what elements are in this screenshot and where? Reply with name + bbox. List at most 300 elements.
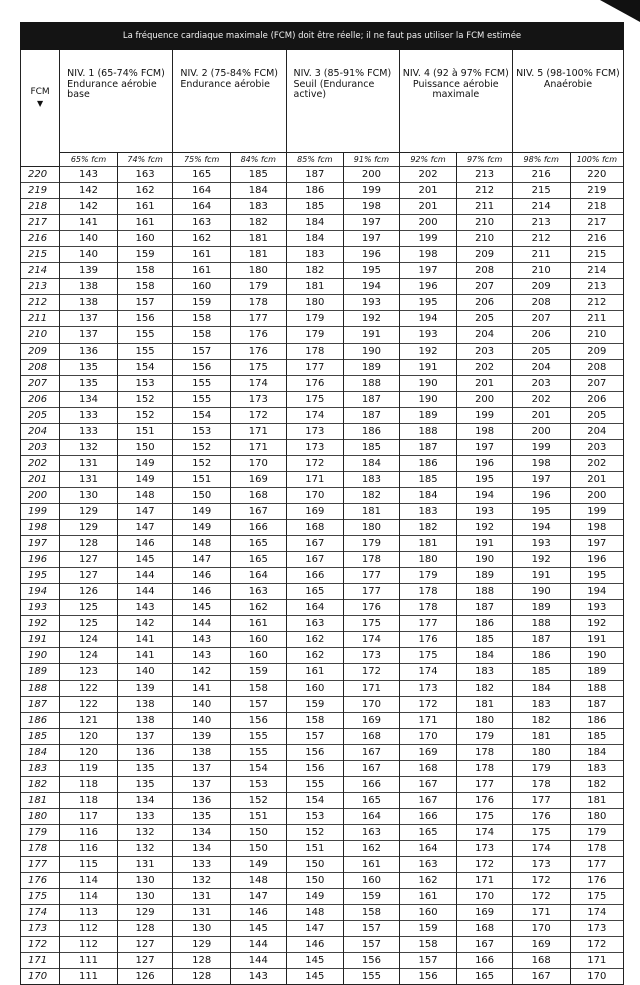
zone-1-high-bpm-cell: 147 bbox=[117, 520, 173, 536]
zone-3-high-bpm-cell: 197 bbox=[344, 215, 400, 231]
zone-1-low-bpm-cell: 138 bbox=[60, 295, 118, 311]
zone-3-low-bpm-cell: 171 bbox=[286, 471, 344, 487]
zone-5-high-bpm-cell: 214 bbox=[570, 263, 623, 279]
zone-3-high-bpm-cell: 182 bbox=[344, 487, 400, 503]
zone-5-low-bpm-cell: 186 bbox=[512, 648, 570, 664]
zone-4-low-bpm-cell: 168 bbox=[399, 760, 457, 776]
zone-3-high-bpm-cell: 156 bbox=[344, 953, 400, 969]
zone-5-high-bpm-cell: 170 bbox=[570, 969, 623, 985]
zone-3-low-bpm-cell: 160 bbox=[286, 680, 344, 696]
zone-2-low-bpm-cell: 146 bbox=[173, 584, 231, 600]
zone-2-low-bpm-cell: 131 bbox=[173, 905, 231, 921]
zone-1-low-bpm-cell: 140 bbox=[60, 247, 118, 263]
zone-5-low-bpm-cell: 188 bbox=[512, 616, 570, 632]
zone-4-low-bpm-cell: 192 bbox=[399, 343, 457, 359]
zone-5-low-bpm-cell: 172 bbox=[512, 889, 570, 905]
zone-3-high-bpm-cell: 179 bbox=[344, 536, 400, 552]
fcm-value-cell: 212 bbox=[21, 295, 60, 311]
table-row bbox=[21, 391, 624, 407]
zone-1-low-bpm-cell: 128 bbox=[60, 536, 118, 552]
zone-3-high-bpm-cell: 200 bbox=[344, 167, 400, 183]
zone-5-low-bpm-cell: 205 bbox=[512, 343, 570, 359]
zone-2-low-bpm-cell: 140 bbox=[173, 696, 231, 712]
fcm-value-cell: 179 bbox=[21, 824, 60, 840]
zone-4-high-bpm-cell: 191 bbox=[457, 536, 513, 552]
zone-2-high-bpm-cell: 156 bbox=[231, 712, 287, 728]
zone-3-low-bpm-cell: 166 bbox=[286, 568, 344, 584]
zone-4-high-bpm-cell: 190 bbox=[457, 552, 513, 568]
zone-3-high-bpm-cell: 178 bbox=[344, 552, 400, 568]
table-row bbox=[21, 279, 624, 295]
zone-5-low-bpm-cell: 180 bbox=[512, 744, 570, 760]
table-row bbox=[21, 632, 624, 648]
fcm-value-cell: 182 bbox=[21, 776, 60, 792]
zone-5-high-bpm-cell: 193 bbox=[570, 600, 623, 616]
zone-5-high-bpm-cell: 187 bbox=[570, 696, 623, 712]
zone-3-low-bpm-cell: 150 bbox=[286, 873, 344, 889]
zone-5-low-bpm-cell: 189 bbox=[512, 600, 570, 616]
zone-2-low-bpm-cell: 158 bbox=[173, 327, 231, 343]
zone-1-low-bpm-cell: 111 bbox=[60, 953, 118, 969]
zone-4-low-bpm-cell: 198 bbox=[399, 247, 457, 263]
zone-2-high-bpm-cell: 174 bbox=[231, 375, 287, 391]
zone-5-high-bpm-cell: 183 bbox=[570, 760, 623, 776]
zone-5-low-bpm-cell: 215 bbox=[512, 183, 570, 199]
zone-2-low-bpm-cell: 128 bbox=[173, 953, 231, 969]
zone-3-high-bpm-cell: 186 bbox=[344, 423, 400, 439]
zone-4-high-bpm-cell: 206 bbox=[457, 295, 513, 311]
zone-3-low-bpm-cell: 184 bbox=[286, 231, 344, 247]
zone-2-low-bpm-cell: 150 bbox=[173, 487, 231, 503]
zone-1-low-bpm-cell: 139 bbox=[60, 263, 118, 279]
zone-2-high-bpm-cell: 181 bbox=[231, 247, 287, 263]
zone-3-low-bpm-cell: 157 bbox=[286, 728, 344, 744]
zone-2-high-bpm-cell: 161 bbox=[231, 616, 287, 632]
table-row bbox=[21, 857, 624, 873]
fcm-value-cell: 213 bbox=[21, 279, 60, 295]
zone-5-low-bpm-cell: 183 bbox=[512, 696, 570, 712]
zone-2-low-bpm-cell: 151 bbox=[173, 471, 231, 487]
zone-1-high-bpm-cell: 136 bbox=[117, 744, 173, 760]
zone-4-low-bpm-cell: 156 bbox=[399, 969, 457, 985]
zone-3-high-bpm-cell: 169 bbox=[344, 712, 400, 728]
zone-3-high-bpm-cell: 196 bbox=[344, 247, 400, 263]
zone-2-low-bpm-cell: 149 bbox=[173, 520, 231, 536]
zone-1-high-bpm-cell: 135 bbox=[117, 776, 173, 792]
fcm-value-cell: 207 bbox=[21, 375, 60, 391]
zone-5-high-bpm-cell: 182 bbox=[570, 776, 623, 792]
fcm-header-label: FCM bbox=[30, 87, 50, 97]
zone-2-high-pct: 84% fcm bbox=[231, 152, 287, 167]
zone-1-high-bpm-cell: 148 bbox=[117, 487, 173, 503]
zone-3-high-bpm-cell: 190 bbox=[344, 343, 400, 359]
percent-header-row bbox=[21, 152, 624, 167]
table-row bbox=[21, 824, 624, 840]
zone-4-high-bpm-cell: 193 bbox=[457, 503, 513, 519]
zone-3-high-bpm-cell: 163 bbox=[344, 824, 400, 840]
zone-5-low-bpm-cell: 187 bbox=[512, 632, 570, 648]
zone-2-low-bpm-cell: 164 bbox=[173, 183, 231, 199]
zone-2-high-bpm-cell: 144 bbox=[231, 953, 287, 969]
zone-3-low-bpm-cell: 176 bbox=[286, 375, 344, 391]
zone-4-high-bpm-cell: 192 bbox=[457, 520, 513, 536]
zone-1-high-bpm-cell: 130 bbox=[117, 873, 173, 889]
zone-2-high-bpm-cell: 181 bbox=[231, 231, 287, 247]
table-row bbox=[21, 664, 624, 680]
zone-5-high-bpm-cell: 202 bbox=[570, 455, 623, 471]
zone-4-high-bpm-cell: 172 bbox=[457, 857, 513, 873]
zone-2-low-bpm-cell: 152 bbox=[173, 439, 231, 455]
zone-5-high-bpm-cell: 209 bbox=[570, 343, 623, 359]
zone-4-high-bpm-cell: 184 bbox=[457, 648, 513, 664]
zone-3-header bbox=[286, 50, 399, 152]
zone-5-low-bpm-cell: 208 bbox=[512, 295, 570, 311]
zone-2-high-bpm-cell: 168 bbox=[231, 487, 287, 503]
zone-5-high-bpm-cell: 208 bbox=[570, 359, 623, 375]
fcm-value-cell: 209 bbox=[21, 343, 60, 359]
zone-1-low-bpm-cell: 129 bbox=[60, 503, 118, 519]
zone-4-low-bpm-cell: 175 bbox=[399, 648, 457, 664]
zone-2-high-bpm-cell: 162 bbox=[231, 600, 287, 616]
fcm-value-cell: 201 bbox=[21, 471, 60, 487]
zone-2-low-bpm-cell: 134 bbox=[173, 824, 231, 840]
zone-1-high-bpm-cell: 151 bbox=[117, 423, 173, 439]
fcm-value-cell: 175 bbox=[21, 889, 60, 905]
zone-5-low-bpm-cell: 203 bbox=[512, 375, 570, 391]
fcm-value-cell: 183 bbox=[21, 760, 60, 776]
zone-3-low-bpm-cell: 185 bbox=[286, 199, 344, 215]
zone-3-high-bpm-cell: 157 bbox=[344, 937, 400, 953]
zone-4-low-bpm-cell: 195 bbox=[399, 295, 457, 311]
zone-5-high-bpm-cell: 180 bbox=[570, 808, 623, 824]
zone-4-high-bpm-cell: 183 bbox=[457, 664, 513, 680]
zone-2-low-bpm-cell: 157 bbox=[173, 343, 231, 359]
zone-1-low-bpm-cell: 124 bbox=[60, 632, 118, 648]
zone-5-high-bpm-cell: 195 bbox=[570, 568, 623, 584]
zone-2-high-bpm-cell: 165 bbox=[231, 552, 287, 568]
table-row bbox=[21, 423, 624, 439]
zone-2-high-bpm-cell: 176 bbox=[231, 327, 287, 343]
zone-3-high-bpm-cell: 177 bbox=[344, 568, 400, 584]
zone-5-header bbox=[512, 50, 623, 152]
zone-1-low-bpm-cell: 127 bbox=[60, 568, 118, 584]
zone-5-high-bpm-cell: 207 bbox=[570, 375, 623, 391]
zone-1-high-bpm-cell: 132 bbox=[117, 840, 173, 856]
fcm-value-cell: 196 bbox=[21, 552, 60, 568]
table-row bbox=[21, 167, 624, 183]
zone-5-low-bpm-cell: 206 bbox=[512, 327, 570, 343]
zone-3-high-bpm-cell: 157 bbox=[344, 921, 400, 937]
zone-3-low-bpm-cell: 175 bbox=[286, 391, 344, 407]
zone-1-high-bpm-cell: 160 bbox=[117, 231, 173, 247]
zone-5-high-bpm-cell: 176 bbox=[570, 873, 623, 889]
zone-1-low-bpm-cell: 131 bbox=[60, 471, 118, 487]
zone-3-low-bpm-cell: 156 bbox=[286, 744, 344, 760]
zone-2-low-bpm-cell: 128 bbox=[173, 969, 231, 985]
zone-4-low-bpm-cell: 182 bbox=[399, 520, 457, 536]
table-row bbox=[21, 600, 624, 616]
zone-2-high-bpm-cell: 171 bbox=[231, 439, 287, 455]
zone-4-high-bpm-cell: 202 bbox=[457, 359, 513, 375]
zone-1-high-bpm-cell: 156 bbox=[117, 311, 173, 327]
fcm-value-cell: 177 bbox=[21, 857, 60, 873]
zone-3-high-bpm-cell: 194 bbox=[344, 279, 400, 295]
zone-3-high-bpm-cell: 167 bbox=[344, 760, 400, 776]
table-row bbox=[21, 199, 624, 215]
zone-5-low-bpm-cell: 169 bbox=[512, 937, 570, 953]
zone-3-high-bpm-cell: 173 bbox=[344, 648, 400, 664]
fcm-value-cell: 187 bbox=[21, 696, 60, 712]
table-row bbox=[21, 375, 624, 391]
zone-5-high-bpm-cell: 203 bbox=[570, 439, 623, 455]
zone-4-high-bpm-cell: 167 bbox=[457, 937, 513, 953]
zone-1-high-bpm-cell: 138 bbox=[117, 696, 173, 712]
zone-3-low-bpm-cell: 154 bbox=[286, 792, 344, 808]
fcm-value-cell: 195 bbox=[21, 568, 60, 584]
fcm-value-cell: 204 bbox=[21, 423, 60, 439]
zone-3-low-bpm-cell: 183 bbox=[286, 247, 344, 263]
zone-1-high-bpm-cell: 147 bbox=[117, 503, 173, 519]
zone-4-high-bpm-cell: 209 bbox=[457, 247, 513, 263]
zone-5-high-bpm-cell: 199 bbox=[570, 503, 623, 519]
fcm-value-cell: 215 bbox=[21, 247, 60, 263]
zone-3-high-bpm-cell: 166 bbox=[344, 776, 400, 792]
zone-5-high-bpm-cell: 213 bbox=[570, 279, 623, 295]
zone-4-low-bpm-cell: 181 bbox=[399, 536, 457, 552]
zone-5-low-bpm-cell: 175 bbox=[512, 824, 570, 840]
zone-1-high-bpm-cell: 128 bbox=[117, 921, 173, 937]
fcm-value-cell: 194 bbox=[21, 584, 60, 600]
fcm-value-cell: 197 bbox=[21, 536, 60, 552]
table-row bbox=[21, 760, 624, 776]
zone-2-high-bpm-cell: 180 bbox=[231, 263, 287, 279]
zone-2-high-bpm-cell: 148 bbox=[231, 873, 287, 889]
zone-2-low-bpm-cell: 142 bbox=[173, 664, 231, 680]
zone-4-low-bpm-cell: 202 bbox=[399, 167, 457, 183]
table-row bbox=[21, 439, 624, 455]
zone-3-low-bpm-cell: 174 bbox=[286, 407, 344, 423]
zone-1-high-bpm-cell: 142 bbox=[117, 616, 173, 632]
zone-2-high-bpm-cell: 170 bbox=[231, 455, 287, 471]
zone-4-high-bpm-cell: 182 bbox=[457, 680, 513, 696]
zone-1-low-bpm-cell: 116 bbox=[60, 840, 118, 856]
zone-1-high-bpm-cell: 155 bbox=[117, 343, 173, 359]
zone-4-high-bpm-cell: 170 bbox=[457, 889, 513, 905]
zone-1-low-bpm-cell: 119 bbox=[60, 760, 118, 776]
zone-1-high-bpm-cell: 152 bbox=[117, 407, 173, 423]
fcm-value-cell: 178 bbox=[21, 840, 60, 856]
zone-5-low-bpm-cell: 177 bbox=[512, 792, 570, 808]
zone-5-low-bpm-cell: 182 bbox=[512, 712, 570, 728]
zone-1-high-bpm-cell: 127 bbox=[117, 953, 173, 969]
fcm-value-cell: 176 bbox=[21, 873, 60, 889]
zone-5-low-bpm-cell: 194 bbox=[512, 520, 570, 536]
zone-2-high-bpm-cell: 171 bbox=[231, 423, 287, 439]
zone-1-low-bpm-cell: 127 bbox=[60, 552, 118, 568]
zone-4-low-bpm-cell: 196 bbox=[399, 279, 457, 295]
zone-1-low-bpm-cell: 114 bbox=[60, 873, 118, 889]
zone-2-low-bpm-cell: 165 bbox=[173, 167, 231, 183]
zone-1-low-bpm-cell: 140 bbox=[60, 231, 118, 247]
zone-5-high-bpm-cell: 201 bbox=[570, 471, 623, 487]
zone-3-high-bpm-cell: 164 bbox=[344, 808, 400, 824]
zone-5-high-bpm-cell: 178 bbox=[570, 840, 623, 856]
zone-1-low-bpm-cell: 116 bbox=[60, 824, 118, 840]
zone-1-high-bpm-cell: 126 bbox=[117, 969, 173, 985]
table-row bbox=[21, 728, 624, 744]
zone-5-low-bpm-cell: 209 bbox=[512, 279, 570, 295]
zone-2-high-bpm-cell: 177 bbox=[231, 311, 287, 327]
zone-2-low-bpm-cell: 132 bbox=[173, 873, 231, 889]
zone-3-low-bpm-cell: 163 bbox=[286, 616, 344, 632]
zone-3-high-bpm-cell: 159 bbox=[344, 889, 400, 905]
zone-1-high-bpm-cell: 149 bbox=[117, 455, 173, 471]
zone-3-high-bpm-cell: 187 bbox=[344, 407, 400, 423]
zone-3-low-bpm-cell: 178 bbox=[286, 343, 344, 359]
zone-5-high-bpm-cell: 200 bbox=[570, 487, 623, 503]
zone-3-high-bpm-cell: 185 bbox=[344, 439, 400, 455]
fcm-value-cell: 211 bbox=[21, 311, 60, 327]
zone-3-high-bpm-cell: 180 bbox=[344, 520, 400, 536]
zone-1-high-bpm-cell: 155 bbox=[117, 327, 173, 343]
zone-4-high-bpm-cell: 174 bbox=[457, 824, 513, 840]
zone-2-high-bpm-cell: 144 bbox=[231, 937, 287, 953]
zone-4-low-bpm-cell: 163 bbox=[399, 857, 457, 873]
zone-4-low-bpm-cell: 187 bbox=[399, 439, 457, 455]
zone-3-low-pct: 85% fcm bbox=[286, 152, 344, 167]
zone-5-high-bpm-cell: 210 bbox=[570, 327, 623, 343]
zone-4-low-bpm-cell: 170 bbox=[399, 728, 457, 744]
table-row bbox=[21, 215, 624, 231]
table-row bbox=[21, 953, 624, 969]
zone-4-high-bpm-cell: 177 bbox=[457, 776, 513, 792]
zone-1-high-bpm-cell: 139 bbox=[117, 680, 173, 696]
zone-5-low-bpm-cell: 199 bbox=[512, 439, 570, 455]
zone-4-low-bpm-cell: 160 bbox=[399, 905, 457, 921]
zone-3-high-bpm-cell: 198 bbox=[344, 199, 400, 215]
zone-5-high-bpm-cell: 184 bbox=[570, 744, 623, 760]
zone-2-high-bpm-cell: 183 bbox=[231, 199, 287, 215]
zone-1-high-bpm-cell: 143 bbox=[117, 600, 173, 616]
zone-2-high-bpm-cell: 143 bbox=[231, 969, 287, 985]
zone-5-low-bpm-cell: 207 bbox=[512, 311, 570, 327]
zone-1-low-bpm-cell: 125 bbox=[60, 616, 118, 632]
zone-1-high-bpm-cell: 141 bbox=[117, 632, 173, 648]
zone-2-high-bpm-cell: 164 bbox=[231, 568, 287, 584]
zone-1-low-bpm-cell: 143 bbox=[60, 167, 118, 183]
zone-3-low-bpm-cell: 181 bbox=[286, 279, 344, 295]
zone-5-high-bpm-cell: 217 bbox=[570, 215, 623, 231]
zone-1-high-bpm-cell: 158 bbox=[117, 263, 173, 279]
zone-4-high-bpm-cell: 194 bbox=[457, 487, 513, 503]
table-body bbox=[21, 167, 624, 985]
zone-4-high-bpm-cell: 165 bbox=[457, 969, 513, 985]
zone-5-low-bpm-cell: 173 bbox=[512, 857, 570, 873]
zone-3-low-bpm-cell: 164 bbox=[286, 600, 344, 616]
zone-5-high-bpm-cell: 172 bbox=[570, 937, 623, 953]
fcm-value-cell: 218 bbox=[21, 199, 60, 215]
zone-4-high-bpm-cell: 208 bbox=[457, 263, 513, 279]
zone-5-high-bpm-cell: 174 bbox=[570, 905, 623, 921]
zone-5-high-bpm-cell: 216 bbox=[570, 231, 623, 247]
zone-2-low-bpm-cell: 136 bbox=[173, 792, 231, 808]
zone-3-low-bpm-cell: 161 bbox=[286, 664, 344, 680]
zone-4-low-bpm-cell: 173 bbox=[399, 680, 457, 696]
zone-2-low-bpm-cell: 137 bbox=[173, 760, 231, 776]
zone-4-header bbox=[399, 50, 512, 152]
zone-5-high-bpm-cell: 192 bbox=[570, 616, 623, 632]
sort-down-icon: ▼ bbox=[37, 99, 44, 108]
table-row bbox=[21, 648, 624, 664]
zone-3-low-bpm-cell: 184 bbox=[286, 215, 344, 231]
zone-3-high-bpm-cell: 171 bbox=[344, 680, 400, 696]
heart-rate-zone-table bbox=[20, 50, 624, 985]
zone-2-high-bpm-cell: 152 bbox=[231, 792, 287, 808]
zone-1-high-bpm-cell: 158 bbox=[117, 279, 173, 295]
zone-1-low-bpm-cell: 120 bbox=[60, 728, 118, 744]
zone-2-label: NIV. 2 (75-84% FCM) Endurance aérobie bbox=[180, 68, 278, 90]
zone-5-low-bpm-cell: 198 bbox=[512, 455, 570, 471]
zone-2-high-bpm-cell: 182 bbox=[231, 215, 287, 231]
zone-2-high-bpm-cell: 172 bbox=[231, 407, 287, 423]
zone-3-high-bpm-cell: 160 bbox=[344, 873, 400, 889]
zone-2-low-bpm-cell: 140 bbox=[173, 712, 231, 728]
table-row bbox=[21, 680, 624, 696]
zone-5-high-bpm-cell: 198 bbox=[570, 520, 623, 536]
table-row bbox=[21, 969, 624, 985]
zone-1-low-bpm-cell: 134 bbox=[60, 391, 118, 407]
zone-5-high-bpm-cell: 194 bbox=[570, 584, 623, 600]
zone-3-high-bpm-cell: 193 bbox=[344, 295, 400, 311]
zone-2-high-bpm-cell: 173 bbox=[231, 391, 287, 407]
zone-3-low-bpm-cell: 152 bbox=[286, 824, 344, 840]
zone-3-high-bpm-cell: 189 bbox=[344, 359, 400, 375]
table-row bbox=[21, 840, 624, 856]
zone-4-high-bpm-cell: 204 bbox=[457, 327, 513, 343]
zone-5-low-bpm-cell: 172 bbox=[512, 873, 570, 889]
zone-3-high-bpm-cell: 155 bbox=[344, 969, 400, 985]
zone-5-low-bpm-cell: 204 bbox=[512, 359, 570, 375]
zone-1-high-bpm-cell: 144 bbox=[117, 568, 173, 584]
zone-3-low-bpm-cell: 151 bbox=[286, 840, 344, 856]
zone-5-low-bpm-cell: 167 bbox=[512, 969, 570, 985]
zone-4-high-bpm-cell: 188 bbox=[457, 584, 513, 600]
zone-3-low-bpm-cell: 165 bbox=[286, 584, 344, 600]
zone-2-high-bpm-cell: 185 bbox=[231, 167, 287, 183]
zone-3-high-bpm-cell: 165 bbox=[344, 792, 400, 808]
table-row bbox=[21, 568, 624, 584]
zone-1-low-bpm-cell: 137 bbox=[60, 327, 118, 343]
table-row bbox=[21, 359, 624, 375]
zone-4-low-bpm-cell: 171 bbox=[399, 712, 457, 728]
table-row bbox=[21, 311, 624, 327]
page-corner-mark bbox=[600, 0, 640, 22]
zone-5-high-bpm-cell: 205 bbox=[570, 407, 623, 423]
fcm-column-header bbox=[21, 50, 60, 167]
zone-2-high-bpm-cell: 151 bbox=[231, 808, 287, 824]
zone-4-low-bpm-cell: 190 bbox=[399, 375, 457, 391]
zone-3-high-bpm-cell: 158 bbox=[344, 905, 400, 921]
zone-4-low-bpm-cell: 185 bbox=[399, 471, 457, 487]
zone-3-low-bpm-cell: 145 bbox=[286, 969, 344, 985]
zone-4-high-bpm-cell: 168 bbox=[457, 921, 513, 937]
zone-2-low-bpm-cell: 149 bbox=[173, 503, 231, 519]
zone-2-high-bpm-cell: 169 bbox=[231, 471, 287, 487]
zone-3-high-bpm-cell: 168 bbox=[344, 728, 400, 744]
zone-4-high-bpm-cell: 171 bbox=[457, 873, 513, 889]
zone-2-low-bpm-cell: 139 bbox=[173, 728, 231, 744]
zone-2-high-bpm-cell: 157 bbox=[231, 696, 287, 712]
